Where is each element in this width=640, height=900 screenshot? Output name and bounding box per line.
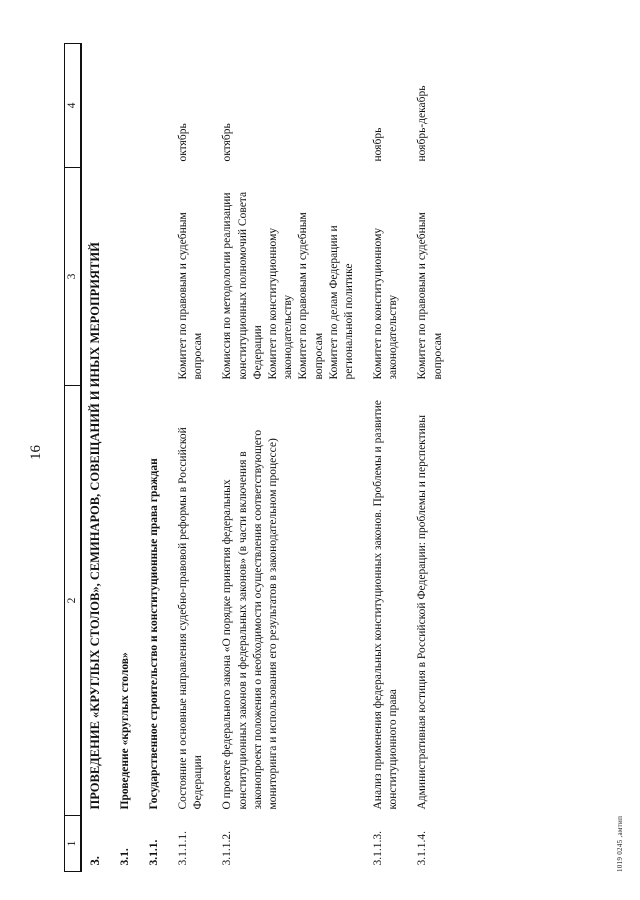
item-topic: Анализ применения федеральных конституционных законов. Проблемы и развитие конституционного права — [372, 400, 400, 810]
responsible-line: Комитет по конституционному законодательству — [372, 227, 400, 380]
print-code: 1019 0245 ,амтип — [616, 815, 624, 872]
subsubsection-number: 3.1.1. — [147, 839, 160, 866]
table-header-row — [65, 44, 82, 872]
column-header-4: 4 — [65, 44, 82, 168]
subsection-title: Проведение «круглых столов» — [118, 652, 131, 810]
item-number: 3.1.1.1. — [177, 831, 190, 866]
responsible-line: Комитет по правовым и судебным вопросам — [416, 212, 444, 380]
item-number: 3.1.1.3. — [372, 831, 385, 866]
column-header-2: 2 — [65, 386, 82, 816]
responsible-line: Комитет по правовым и судебным вопросам — [177, 212, 205, 380]
item-date: ноябрь — [372, 127, 385, 162]
item-topic: Административная юстиция в Российской Федерации: проблемы и перспективы — [416, 415, 429, 810]
item-topic: О проекте федерального закона «О порядке принятия федеральных конституционных законов и федеральных законов» (в части включения в законопроект положения о необходимости осуществления соответствующего мониторинга и использования его результатов в законодательном процессе) — [221, 429, 279, 810]
item-topic: Состояние и основные направления судебно-правовой реформы в Российской Федерации — [177, 427, 205, 810]
subsubsection-row — [141, 44, 170, 872]
item-responsible — [365, 168, 409, 386]
item-responsible — [409, 168, 453, 386]
page-number: 16 — [28, 445, 44, 460]
item-responsible — [214, 168, 365, 386]
table-row — [214, 44, 365, 872]
table-row — [170, 44, 214, 872]
responsible-line: Комитет по правовым и судебным вопросам — [297, 212, 325, 380]
subsection-row — [112, 44, 141, 872]
table-row — [365, 44, 409, 872]
item-date: ноябрь-декабрь — [416, 85, 429, 162]
table-row — [409, 44, 453, 872]
subsubsection-title: Государственное строительство и конституционные права граждан — [147, 458, 160, 810]
section-row — [81, 44, 112, 872]
events-plan-table — [64, 43, 454, 872]
responsible-line: Комитет по конституционному законодательству — [267, 227, 295, 380]
subsection-number: 3.1. — [118, 848, 131, 866]
responsible-line: Комитет по делам Федерации и региональной политике — [327, 225, 355, 380]
item-number: 3.1.1.4. — [416, 831, 429, 866]
item-date: октябрь — [177, 123, 190, 162]
item-responsible — [170, 168, 214, 386]
responsible-line: Комиссия по методологии реализации конституционных полномочий Совета Федерации — [221, 191, 264, 380]
item-date: октябрь — [221, 123, 234, 162]
section-number: 3. — [88, 856, 103, 866]
section-title: ПРОВЕДЕНИЕ «КРУГЛЫХ СТОЛОВ», СЕМИНАРОВ, СОВЕЩАНИЙ И ИНЫХ МЕРОПРИЯТИЙ — [88, 242, 103, 810]
column-header-3: 3 — [65, 168, 82, 386]
column-header-1: 1 — [65, 816, 82, 872]
item-number: 3.1.1.2. — [221, 831, 234, 866]
